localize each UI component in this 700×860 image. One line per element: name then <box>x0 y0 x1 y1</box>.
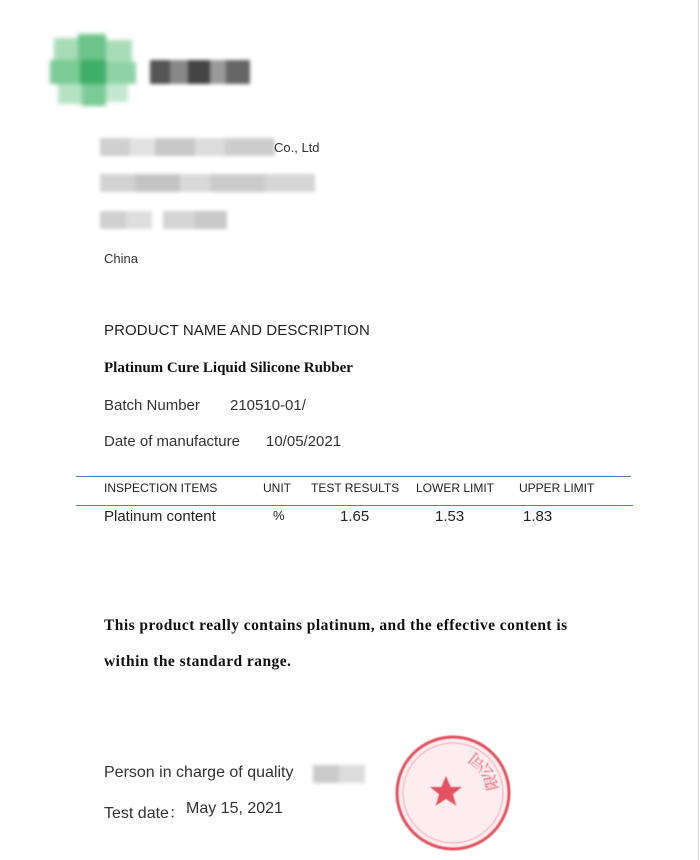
company-name-redacted <box>150 60 250 84</box>
address-line-3b-redacted <box>163 211 227 229</box>
company-logo <box>48 34 138 106</box>
cell-lower-limit: 1.53 <box>435 508 465 525</box>
country: China <box>104 251 138 266</box>
quality-person-name-redacted <box>313 765 365 783</box>
header-inspection-items: INSPECTION ITEMS <box>104 481 218 495</box>
batch-number-value: 210510-01/ <box>230 397 306 414</box>
header-unit: UNIT <box>263 481 291 495</box>
product-name: Platinum Cure Liquid Silicone Rubber <box>104 360 353 376</box>
header-upper-limit: UPPER LIMIT <box>519 481 595 495</box>
batch-number-label: Batch Number <box>104 397 200 414</box>
company-suffix: Co., Ltd <box>274 140 320 155</box>
header-lower-limit: LOWER LIMIT <box>416 481 495 495</box>
statement-line-1: This product really contains platinum, and the effective content is <box>104 617 568 634</box>
address-line-2-redacted <box>100 174 315 192</box>
quality-person-label: Person in charge of quality <box>104 764 294 781</box>
cell-item: Platinum content <box>104 508 216 525</box>
test-date-label: Test date： <box>104 805 185 822</box>
address-line-1-redacted <box>100 138 275 156</box>
cell-test-result: 1.65 <box>340 508 370 525</box>
statement-line-2: within the standard range. <box>104 653 292 670</box>
cell-upper-limit: 1.83 <box>523 508 553 525</box>
seal-text: 限公司 <box>465 748 503 793</box>
product-section-heading: PRODUCT NAME AND DESCRIPTION <box>104 322 370 339</box>
table-top-rule <box>76 476 631 477</box>
header-test-results: TEST RESULTS <box>311 481 400 495</box>
cell-unit: % <box>273 508 285 523</box>
company-seal-stamp <box>392 732 514 854</box>
manufacture-date-value: 10/05/2021 <box>266 433 342 450</box>
address-line-3a-redacted <box>100 211 152 229</box>
test-date-value: May 15, 2021 <box>186 800 283 817</box>
manufacture-date-label: Date of manufacture <box>104 433 240 450</box>
table-header-rule <box>76 505 633 506</box>
